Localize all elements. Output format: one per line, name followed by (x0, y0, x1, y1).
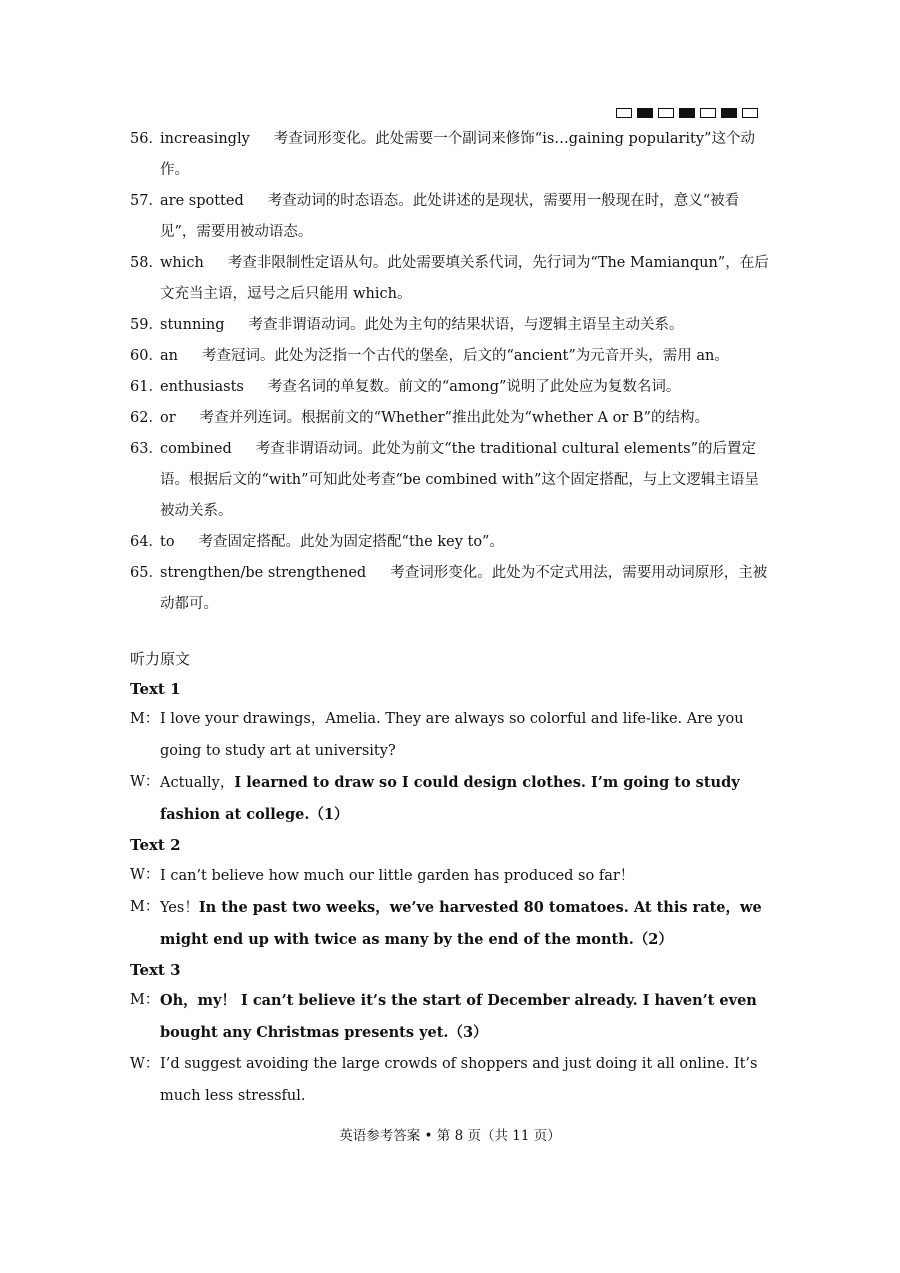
speaker-label: W： (130, 1056, 160, 1072)
answer-item (130, 403, 772, 434)
answer-word: which (160, 255, 204, 271)
answer-item (130, 341, 772, 372)
answer-explanation: 考查冠词。此处为泛指一个古代的堡垒，后文的“ancient”为元音开头，需用 an。 (201, 348, 729, 364)
header-mark-box (742, 108, 758, 118)
text-title: Text 1 (130, 680, 181, 698)
answer-explanation: 考查名词的单复数。前文的“among”说明了此处应为复数名词。 (267, 379, 681, 395)
answer-number: 62． (130, 410, 163, 426)
answer-item (130, 248, 772, 310)
dialogue-key-text: Oh，my！ I can’t believe it’s the start of December already. I haven’t even bought any Christmas presents yet.（3） (160, 992, 757, 1041)
dialogue-text: I can’t believe how much our little garden has produced so far！ (160, 868, 635, 884)
answer-item (130, 186, 772, 248)
answer-word: an (160, 348, 178, 364)
answer-number: 56． (130, 131, 163, 147)
dialogue-key-text: In the past two weeks，we’ve harvested 80 tomatoes. At this rate，we might end up with twice as many by the end of the month.（2） (160, 899, 762, 948)
dialogue-line (130, 767, 772, 831)
answer-word: or (160, 410, 176, 426)
answer-number: 63． (130, 441, 163, 457)
header-mark-box (637, 108, 653, 118)
answer-number: 64． (130, 534, 163, 550)
header-mark-box (679, 108, 695, 118)
dialogue-text: Actually， (160, 775, 235, 791)
answer-item (130, 310, 772, 341)
speaker-label: M： (130, 992, 160, 1008)
header-mark-box (721, 108, 737, 118)
answer-number: 60． (130, 348, 163, 364)
speaker-label: M： (130, 899, 160, 915)
answer-explanation: 考查非谓语动词。此处为主句的结果状语，与逻辑主语呈主动关系。 (248, 317, 684, 333)
answer-number: 59． (130, 317, 163, 333)
answer-word: combined (160, 441, 232, 457)
dialogue-line (130, 985, 772, 1049)
answer-explanation: 考查词形变化。此处需要一个副词来修饰“is…gaining popularity”这个动作。 (160, 131, 755, 178)
answer-word: stunning (160, 317, 225, 333)
answer-number: 61． (130, 379, 163, 395)
answer-explanation: 考查并列连词。根据前文的“Whether”推出此处为“whether A or B”的结构。 (199, 410, 709, 426)
header-mark-box (616, 108, 632, 118)
answer-item (130, 372, 772, 403)
dialogue-text: I love your drawings，Amelia. They are always so colorful and life-like. Are you going to study art at university? (160, 711, 744, 759)
speaker-label: W： (130, 774, 160, 790)
header-mark-box (700, 108, 716, 118)
dialogue-text: Yes！ (160, 900, 199, 916)
section-heading: 听力原文 (130, 650, 191, 668)
answer-item (130, 124, 772, 186)
page-footer: 英语参考答案 • 第 8 页（共 11 页） (339, 1128, 561, 1144)
answer-list (130, 124, 772, 620)
speaker-label: M： (130, 711, 160, 727)
dialogue-text: I’d suggest avoiding the large crowds of shoppers and just doing it all online. It’s much less stressful. (160, 1056, 758, 1104)
answer-number: 57． (130, 193, 163, 209)
dialogue-key-text: I learned to draw so I could design clothes. I’m going to study fashion at college.（1） (160, 774, 740, 823)
answer-word: strengthen/be strengthened (160, 565, 367, 581)
header-mark-box (658, 108, 674, 118)
text-title: Text 3 (130, 961, 181, 979)
dialogue-line (130, 892, 772, 956)
answer-word: enthusiasts (160, 379, 244, 395)
answer-item (130, 527, 772, 558)
answer-word: increasingly (160, 131, 250, 147)
header-marks (616, 108, 758, 120)
answer-word: to (160, 534, 175, 550)
answer-item (130, 558, 772, 620)
text-title: Text 2 (130, 836, 181, 854)
answer-number: 58． (130, 255, 163, 271)
answer-explanation: 考查词形变化。此处为不定式用法，需要用动词原形，主被动都可。 (160, 565, 768, 612)
listening-script (130, 644, 772, 1112)
answer-explanation: 考查动词的时态语态。此处讲述的是现状，需要用一般现在时，意义“被看见”，需要用被动语态。 (160, 193, 740, 240)
answer-explanation: 考查固定搭配。此处为固定搭配“the key to”。 (198, 534, 504, 550)
dialogue-line (130, 1049, 772, 1112)
answer-explanation: 考查非谓语动词。此处为前文“the traditional cultural elements”的后置定语。根据后文的“with”可知此处考查“be combined with”这个固定搭配，与上文逻辑主语呈被动关系。 (160, 441, 759, 519)
answer-item (130, 434, 772, 527)
dialogue-line (130, 704, 772, 767)
answer-explanation: 考查非限制性定语从句。此处需要填关系代词，先行词为“The Mamianqun”，在后文充当主语，逗号之后只能用 which。 (160, 255, 769, 302)
speaker-label: W： (130, 867, 160, 883)
answer-word: are spotted (160, 193, 244, 209)
dialogue-line (130, 860, 772, 892)
answer-number: 65． (130, 565, 163, 581)
